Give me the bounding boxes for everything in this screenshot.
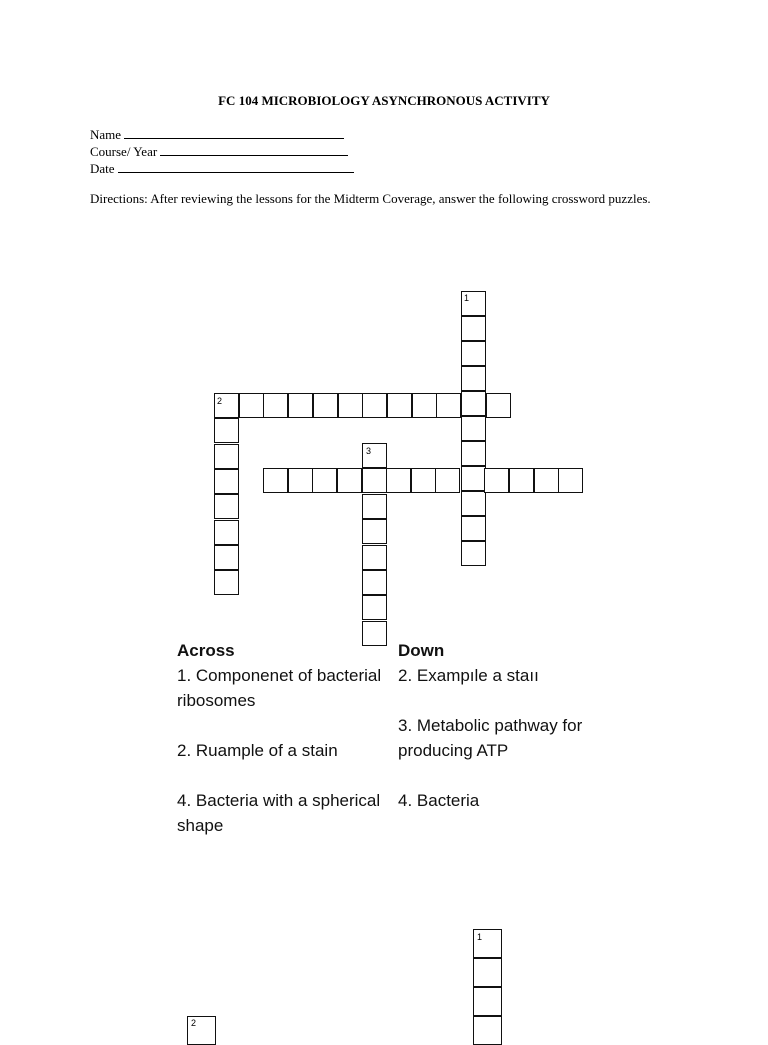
course-year-field[interactable] [90, 143, 348, 160]
name-field[interactable] [90, 126, 344, 143]
name-blank[interactable] [124, 126, 344, 139]
crossword-cell[interactable] [288, 468, 313, 493]
crossword-cell[interactable] [461, 441, 486, 466]
crossword-cell[interactable] [461, 366, 486, 391]
across-heading: Across [177, 641, 235, 660]
crossword-cell[interactable] [461, 516, 486, 541]
crossword-cell[interactable] [484, 468, 509, 493]
course-year-blank[interactable] [160, 143, 348, 156]
clue-number-1: 1 [464, 293, 470, 303]
crossword-cell[interactable] [288, 393, 313, 418]
date-label: Date [90, 161, 115, 176]
crossword-cell[interactable] [338, 393, 363, 418]
crossword-cell[interactable] [461, 341, 486, 366]
clue-number-2-puzzle2: 2 [191, 1018, 197, 1028]
down-clue-2: 2. Exampıle a staıı [398, 666, 539, 685]
crossword-cell[interactable] [214, 494, 239, 519]
crossword-cell[interactable] [362, 494, 387, 519]
down-heading: Down [398, 641, 445, 660]
down-clue-3: 3. Metabolic pathway for producing ATP [398, 716, 583, 760]
crossword-cell[interactable] [461, 391, 486, 416]
down-clues [398, 638, 598, 813]
directions-text: Directions: After reviewing the lessons for the Midterm Coverage, answer the following crossword puzzles. [90, 191, 651, 206]
crossword-cell[interactable] [362, 468, 387, 493]
crossword-cell[interactable] [214, 469, 239, 494]
crossword-cell[interactable] [214, 418, 239, 443]
course-year-label: Course/ Year [90, 144, 158, 159]
crossword-cell[interactable] [486, 393, 511, 418]
crossword-cell[interactable] [411, 468, 436, 493]
across-clue-1: 1. Componenet of bacterial ribosomes [177, 666, 382, 710]
crossword-cell[interactable] [473, 958, 502, 987]
crossword-cell[interactable] [362, 393, 387, 418]
crossword-cell[interactable] [534, 468, 559, 493]
crossword-cell[interactable] [436, 393, 461, 418]
crossword-cell[interactable] [362, 595, 387, 620]
crossword-cell[interactable] [239, 393, 264, 418]
crossword-cell[interactable] [312, 468, 337, 493]
crossword-cell[interactable] [387, 393, 412, 418]
clue-number-1-puzzle2: 1 [477, 932, 483, 942]
crossword-cell[interactable] [362, 519, 387, 544]
crossword-cell[interactable] [263, 468, 288, 493]
crossword-cell[interactable] [473, 1016, 502, 1045]
crossword-cell[interactable] [313, 393, 338, 418]
crossword-cell[interactable] [412, 393, 437, 418]
across-clues [177, 638, 387, 838]
clue-number-2: 2 [217, 396, 223, 406]
date-field[interactable] [90, 160, 354, 177]
crossword-cell[interactable] [461, 316, 486, 341]
crossword-cell[interactable] [509, 468, 534, 493]
crossword-cell[interactable] [473, 987, 502, 1016]
crossword-cell[interactable] [214, 570, 239, 595]
down-clue-4: 4. Bacteria [398, 791, 480, 810]
crossword-cell[interactable] [214, 520, 239, 545]
date-blank[interactable] [118, 160, 354, 173]
crossword-cell[interactable] [263, 393, 288, 418]
across-clue-4: 4. Bacteria with a spherical shape [177, 791, 381, 835]
crossword-cell[interactable] [435, 468, 460, 493]
across-clue-2: 2. Ruample of a stain [177, 741, 338, 760]
crossword-cell[interactable] [386, 468, 411, 493]
name-label: Name [90, 127, 122, 142]
crossword-cell[interactable] [461, 541, 486, 566]
crossword-cell[interactable] [461, 416, 486, 441]
crossword-cell[interactable] [558, 468, 583, 493]
crossword-cell[interactable] [337, 468, 362, 493]
crossword-cell[interactable] [362, 570, 387, 595]
clue-number-3: 3 [366, 446, 372, 456]
crossword-cell[interactable] [214, 545, 239, 570]
crossword-cell[interactable] [362, 545, 387, 570]
page-title: FC 104 MICROBIOLOGY ASYNCHRONOUS ACTIVITY [218, 93, 550, 108]
crossword-cell[interactable] [461, 466, 486, 491]
crossword-cell[interactable] [461, 491, 486, 516]
crossword-cell[interactable] [214, 444, 239, 469]
